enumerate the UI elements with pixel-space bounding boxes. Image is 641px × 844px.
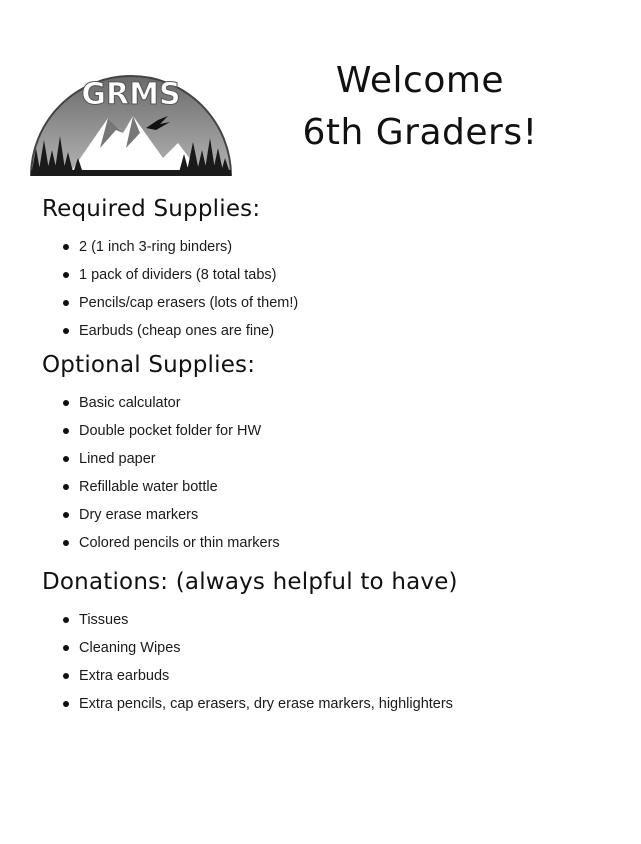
list-item: Refillable water bottle [42,473,602,501]
list-item: Pencils/cap erasers (lots of them!) [42,289,602,317]
donations-section [42,568,602,718]
bullet-icon [63,272,69,278]
required-supplies-section [42,195,602,345]
bullet-icon [63,300,69,306]
list-item: 1 pack of dividers (8 total tabs) [42,261,602,289]
bullet-icon [63,428,69,434]
bullet-icon [63,244,69,250]
list-item: Earbuds (cheap ones are fine) [42,317,602,345]
donations-list [42,606,602,718]
bullet-icon [63,400,69,406]
list-item: Colored pencils or thin markers [42,529,602,557]
list-item: Lined paper [42,445,602,473]
bullet-icon [63,673,69,679]
optional-supplies-section [42,351,602,557]
list-item: Dry erase markers [42,501,602,529]
title-line-2: 6th Graders! [302,112,538,153]
bullet-icon [63,540,69,546]
title-line-1: Welcome [335,60,505,101]
optional-supplies-heading: Optional Supplies: [42,352,256,378]
list-item: Extra pencils, cap erasers, dry erase markers, highlighters [42,690,602,718]
bullet-icon [63,328,69,334]
list-item: Double pocket folder for HW [42,417,602,445]
donations-heading: Donations: (always helpful to have) [42,569,458,595]
page-title [280,55,560,159]
optional-supplies-list [42,389,602,557]
required-supplies-heading: Required Supplies: [42,196,261,222]
list-item: 2 (1 inch 3-ring binders) [42,233,602,261]
list-item: Tissues [42,606,602,634]
bullet-icon [63,512,69,518]
list-item: Cleaning Wipes [42,634,602,662]
bullet-icon [63,701,69,707]
logo-text: GRMS [81,77,181,112]
bullet-icon [63,456,69,462]
bullet-icon [63,645,69,651]
required-supplies-list [42,233,602,345]
list-item: Basic calculator [42,389,602,417]
bullet-icon [63,484,69,490]
list-item: Extra earbuds [42,662,602,690]
bullet-icon [63,617,69,623]
grms-logo [28,58,234,178]
